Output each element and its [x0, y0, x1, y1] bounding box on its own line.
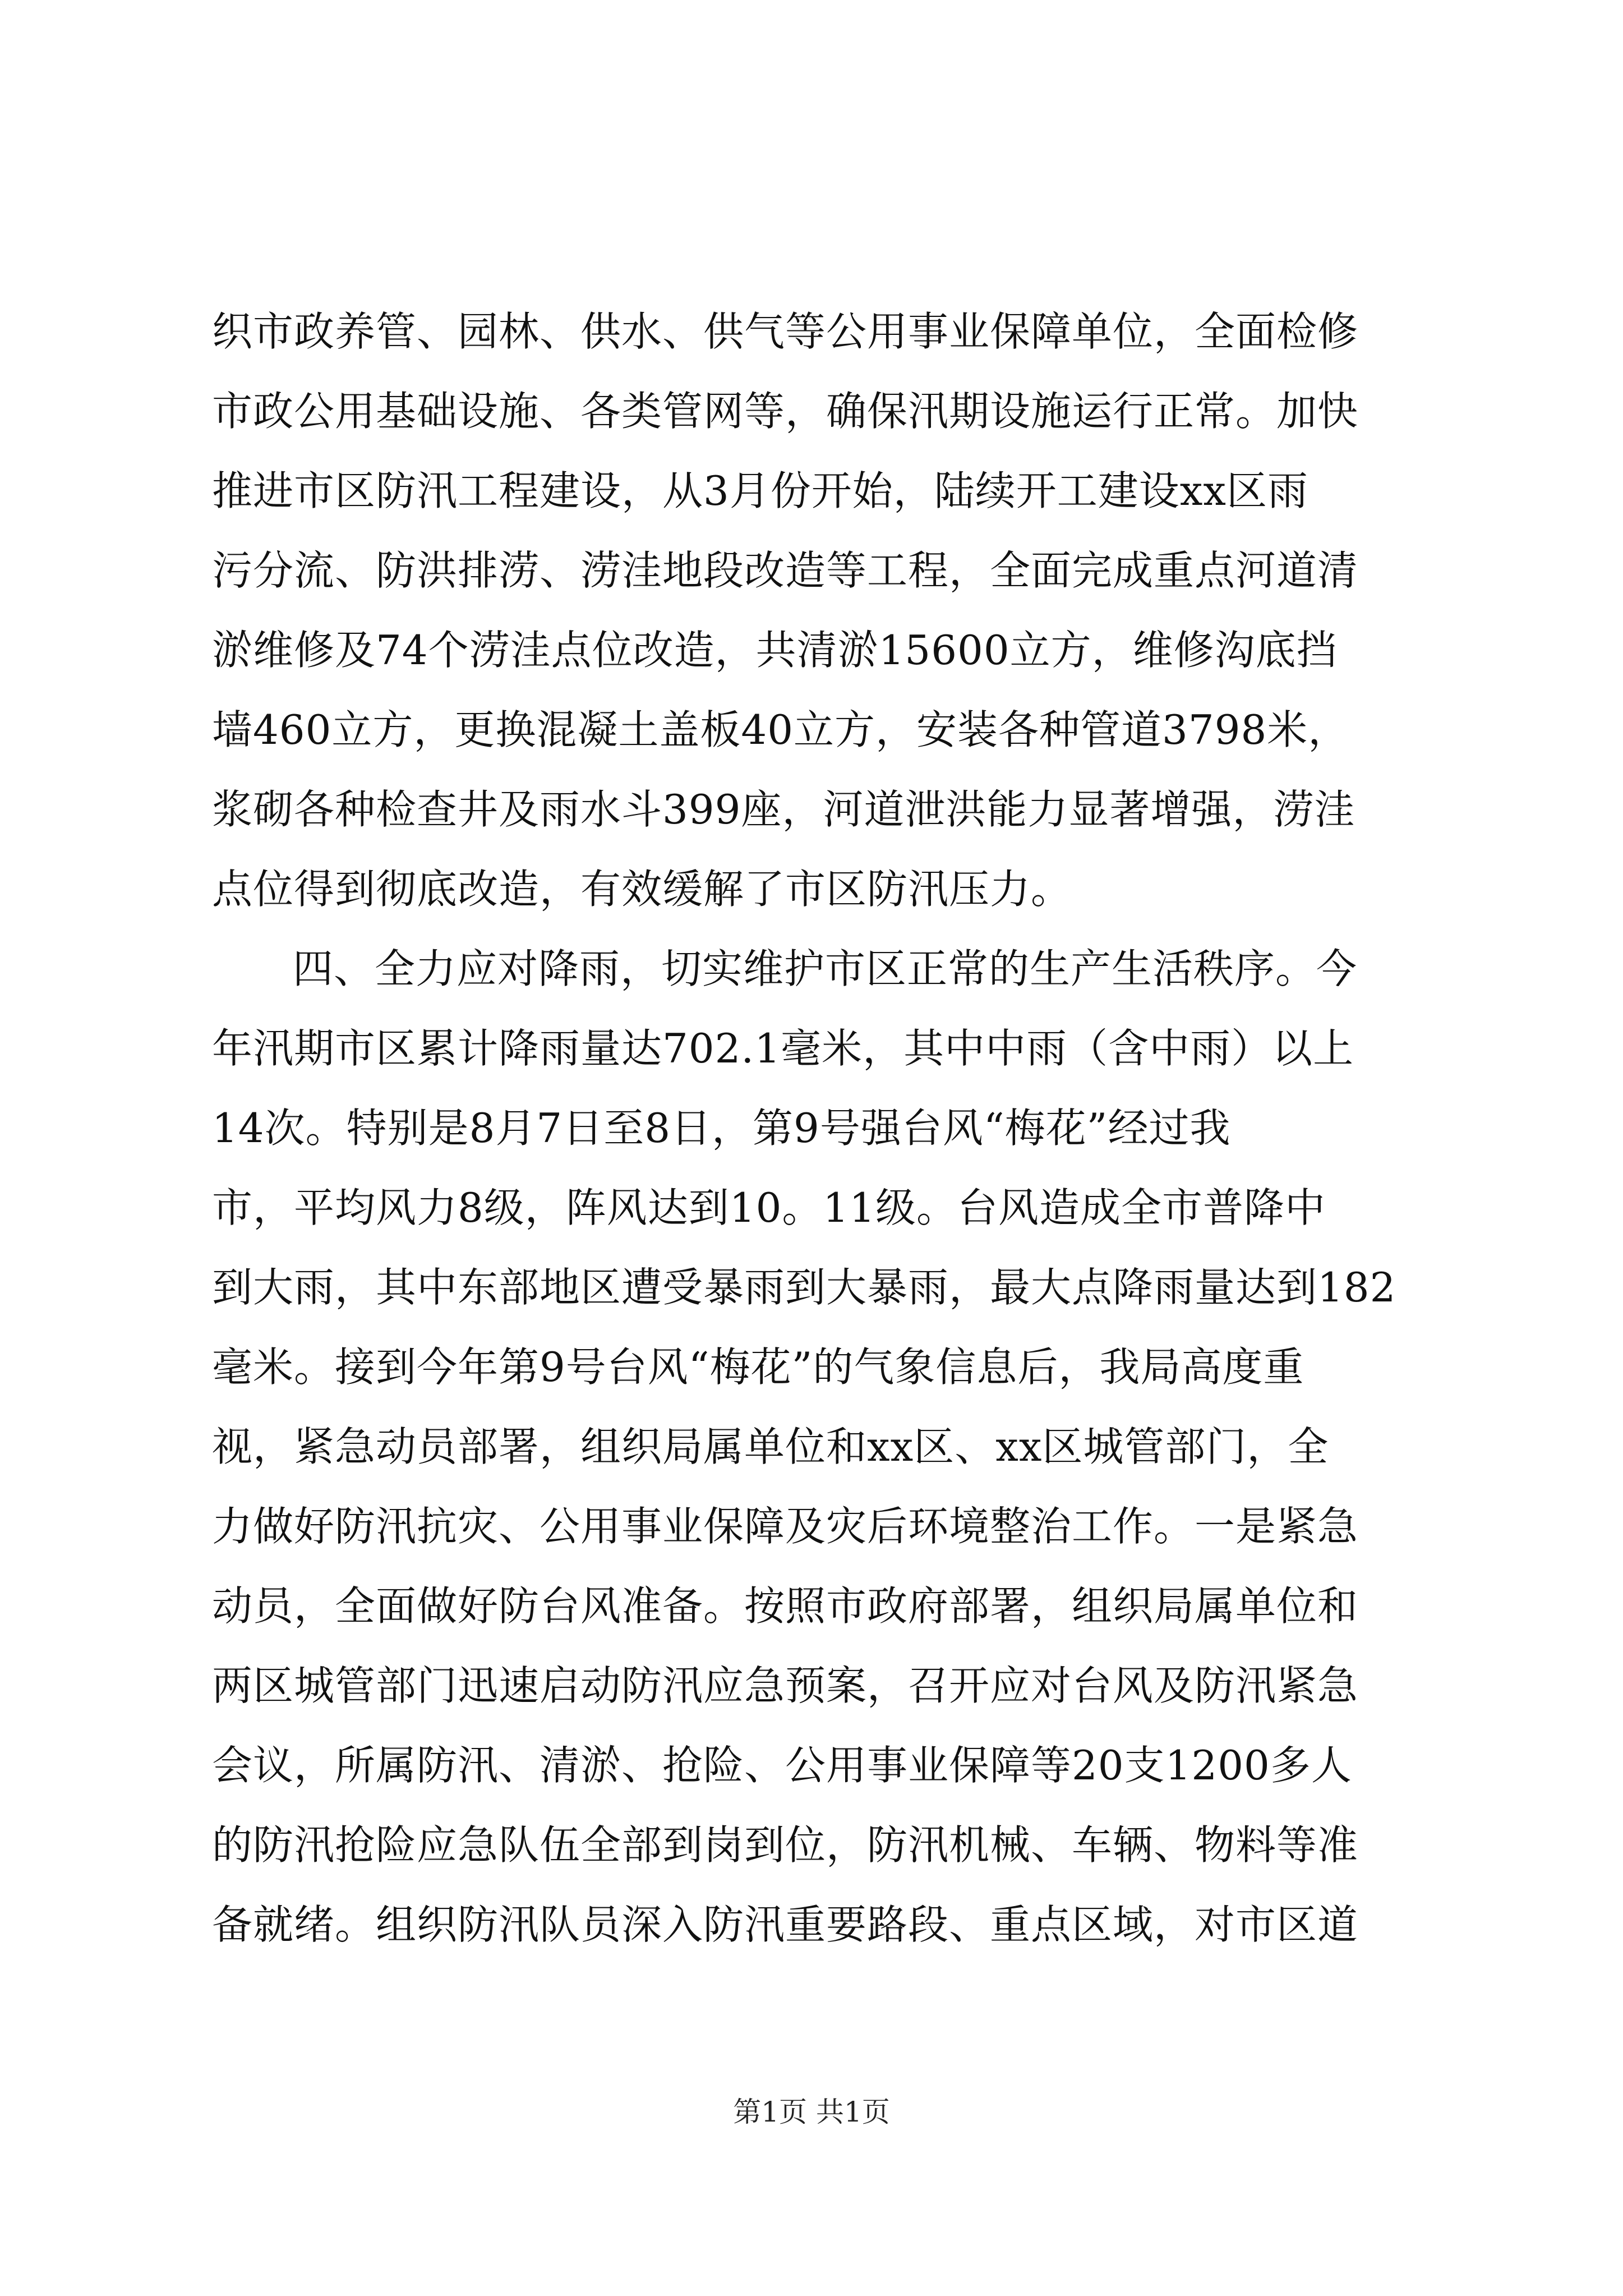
page-footer: 第1页 共1页	[733, 2096, 890, 2128]
text-line: 织市政养管、园林、供水、供气等公用事业保障单位，全面检修	[212, 308, 1359, 355]
text-line: 动员，全面做好防台风准备。按照市政府部署，组织局属单位和	[212, 1582, 1359, 1630]
text-line: 备就绪。组织防汛队员深入防汛重要路段、重点区域，对市区道	[212, 1901, 1359, 1948]
document-body	[212, 292, 1423, 1964]
text-line: 毫米。接到今年第9号台风“梅花”的气象信息后，我局高度重	[212, 1343, 1304, 1391]
text-line: 市，平均风力8级，阵风达到10。11级。台风造成全市普降中	[212, 1184, 1326, 1231]
text-line: 污分流、防洪排涝、涝洼地段改造等工程，全面完成重点河道清	[212, 547, 1359, 594]
text-line: 浆砌各种检查井及雨水斗399座，河道泄洪能力显著增强，涝洼	[212, 786, 1355, 833]
text-line: 到大雨，其中东部地区遭受暴雨到大暴雨，最大点降雨量达到182	[212, 1264, 1396, 1311]
text-line: 会议，所属防汛、清淤、抢险、公用事业保障等20支1200多人	[212, 1742, 1352, 1789]
text-line: 14次。特别是8月7日至8日，第9号强台风“梅花”经过我	[212, 1105, 1231, 1152]
text-line: 视，紧急动员部署，组织局属单位和xx区、xx区城管部门，全	[212, 1423, 1329, 1470]
text-line: 推进市区防汛工程建设，从3月份开始，陆续开工建设xx区雨	[212, 467, 1309, 514]
text-line: 点位得到彻底改造，有效缓解了市区防汛压力。	[212, 866, 1072, 913]
text-line: 力做好防汛抗灾、公用事业保障及灾后环境整治工作。一是紧急	[212, 1503, 1359, 1550]
text-line: 淤维修及74个涝洼点位改造，共清淤15600立方，维修沟底挡	[212, 627, 1338, 674]
text-line: 的防汛抢险应急队伍全部到岗到位，防汛机械、车辆、物料等准	[212, 1821, 1359, 1869]
text-line: 年汛期市区累计降雨量达702.1毫米，其中中雨（含中雨）以上	[212, 1025, 1354, 1072]
text-line: 两区城管部门迅速启动防汛应急预案，召开应对台风及防汛紧急	[212, 1662, 1359, 1709]
text-line: 市政公用基础设施、各类管网等，确保汛期设施运行正常。加快	[212, 388, 1359, 435]
text-line: 墙460立方，更换混凝土盖板40立方，安装各种管道3798米，	[212, 706, 1349, 753]
section-heading-line: 四、全力应对降雨，切实维护市区正常的生产生活秩序。今	[293, 945, 1358, 992]
